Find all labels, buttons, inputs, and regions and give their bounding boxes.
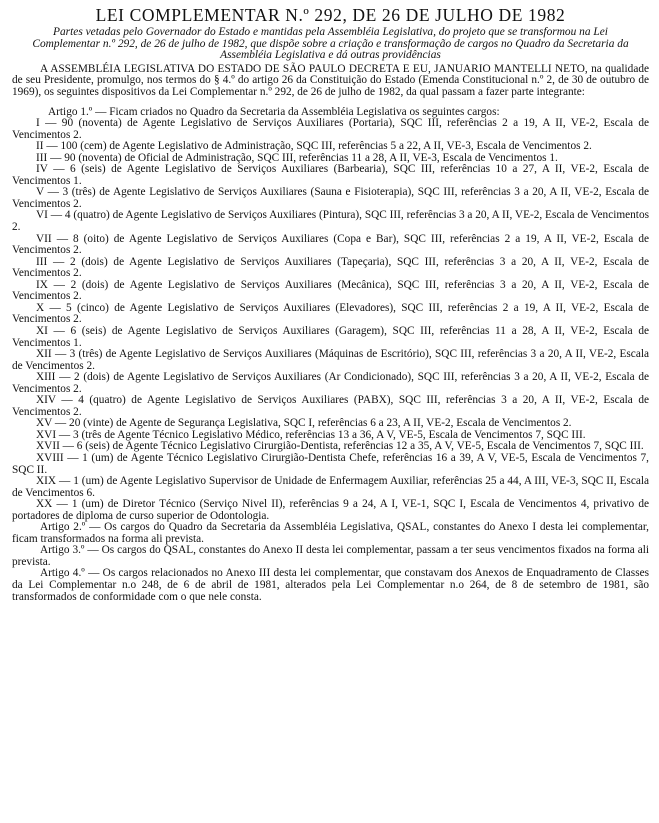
- list-item: XIX — 1 (um) de Agente Legislativo Supervisor de Unidade de Enfermagem Auxiliar, referências 25 a 44, A III, VE-3, SQC II, Escala de Vencimentos 6.: [12, 475, 649, 499]
- list-item: XVI — 3 (três de Agente Técnico Legislativo Médico, referências 13 a 36, A V, VE-5, Escala de Vencimentos 7, SQC III.: [36, 428, 586, 441]
- list-item: XIV — 4 (quatro) de Agente Legislativo de Serviços Auxiliares (PABX), SQC III, referências 3 a 20, A II, VE-2, Escala de Vencimentos 2.: [12, 394, 649, 418]
- list-item: VI — 4 (quatro) de Agente Legislativo de Serviços Auxiliares (Pintura), SQC III, referências 3 a 20, A II, VE-2, Escala de Vencimentos 2.: [12, 209, 649, 234]
- page-title: LEI COMPLEMENTAR N.º 292, DE 26 DE JULHO DE 1982: [95, 5, 566, 25]
- list-item: V — 3 (três) de Agente Legislativo de Serviços Auxiliares (Sauna e Fisioterapia), SQC III, referências 3 a 20, A II, VE-2, Escala de Vencimentos 2.: [12, 186, 649, 210]
- list-item: IX — 2 (dois) de Agente Legislativo de Serviços Auxiliares (Mecânica), SQC III, referências 3 a 20, A II, VE-2, Escala de Vencimentos 2.: [12, 278, 649, 303]
- article-1-intro: Artigo 1.º — Ficam criados no Quadro da Secretaria da Assembléia Legislativa os seguintes cargos:: [48, 105, 500, 118]
- list-item: III — 90 (noventa) de Oficial de Administração, SQC III, referências 11 a 28, A II, VE-3, Escala de Vencimentos 1.: [36, 151, 558, 164]
- list-item: XII — 3 (três) de Agente Legislativo de Serviços Auxiliares (Máquinas de Escritório), SQC III, referências 3 a 20, A II, VE-2, Escala de Vencimentos 2.: [12, 348, 649, 372]
- list-item: II — 100 (cem) de Agente Legislativo de Administração, SQC III, referências 5 a 22, A II, VE-3, Escala de Vencimentos 2.: [36, 140, 592, 153]
- list-item: XVIII — 1 (um) de Agente Técnico Legislativo Cirurgião-Dentista Chefe, referências 16 a 39, A V, VE-5, Escala de Vencimentos 7, SQC II.: [12, 451, 649, 476]
- list-item: VII — 8 (oito) de Agente Legislativo de Serviços Auxiliares (Copa e Bar), SQC III, referências 2 a 19, A II, VE-2, Escala de Vencimentos 2.: [12, 232, 649, 257]
- decree-paragraph: A ASSEMBLÉIA LEGISLATIVA DO ESTADO DE SÃO PAULO DECRETA E EU, JANUARIO MANTELLI NETO, na qualidade de seu Presidente, promulgo, nos termos do § 4.º do artigo 26 da Constituição do Estado (Emenda Constitucional n.º 2, de 30 de outubro de 1969), os seguintes dispositivos da Lei Complementar n.º 292, de 26 de julho de 1982, da qual passam a fazer parte integrante:: [12, 62, 649, 98]
- list-item: XV — 20 (vinte) de Agente de Segurança Legislativa, SQC I, referências 6 a 23, A II, VE-2, Escala de Vencimentos 2.: [36, 417, 572, 430]
- article-2: Artigo 2.º — Os cargos do Quadro da Secretaria da Assembléia Legislativa, QSAL, constantes do Anexo I desta lei complementar, ficam transformados na forma ali prevista.: [12, 521, 649, 545]
- article-4: Artigo 4.º — Os cargos relacionados no Anexo III desta lei complementar, que constavam dos Anexos de Enquadramento de Classes da Lei Complementar n.o 248, de 6 de abril de 1981, alterados pela Lei Complementar n.o 264, de 8 de setembro de 1981, são transformados de conformidade com o que nele consta.: [12, 567, 649, 603]
- article-3: Artigo 3.º — Os cargos do QSAL, constantes do Anexo II desta lei complementar, passam a ter seus vencimentos fixados na forma ali prevista.: [12, 544, 649, 568]
- list-item: XVII — 6 (seis) de Agente Técnico Legislativo Cirurgião-Dentista, referências 12 a 35, A V, VE-5, Escala de Vencimentos 7, SQC III.: [36, 440, 644, 453]
- subtitle: Partes vetadas pelo Governador do Estado e mantidas pela Assembléia Legislativa, do projeto que se transformou na Lei Complementar n.º 292, de 26 de julho de 1982, que dispõe sobre a criação e transformação de cargos no Quadro da Secretaria da Assembléia Legislativa e dá outras providências: [32, 26, 629, 62]
- list-item: XX — 1 (um) de Diretor Técnico (Serviço Nivel II), referências 9 a 24, A I, VE-1, SQC I, Escala de Vencimentos 4, privativo de portadores de diploma de curso superior de Odontologia.: [12, 498, 649, 522]
- article-1-items: [12, 118, 649, 522]
- list-item: IV — 6 (seis) de Agente Legislativo de Serviços Auxiliares (Barbearia), SQC III, referências 10 a 27, A II, VE-2, Escala de Vencimentos 1.: [12, 163, 649, 187]
- list-item: I — 90 (noventa) de Agente Legislativo de Serviços Auxiliares (Portaria), SQC III, referências 2 a 19, A II, VE-2, Escala de Vencimentos 2.: [12, 117, 649, 141]
- list-item: XI — 6 (seis) de Agente Legislativo de Serviços Auxiliares (Garagem), SQC III, referências 11 a 28, A II, VE-2, Escala de Vencimentos 1.: [12, 324, 649, 349]
- list-item: X — 5 (cinco) de Agente Legislativo de Serviços Auxiliares (Elevadores), SQC III, referências 2 a 19, A II, VE-2, Escala de Vencimentos 2.: [12, 301, 649, 326]
- list-item: III — 2 (dois) de Agente Legislativo de Serviços Auxiliares (Tapeçaria), SQC III, referências 3 a 20, A II, VE-2, Escala de Vencimentos 2.: [12, 255, 649, 280]
- list-item: XIII — 2 (dois) de Agente Legislativo de Serviços Auxiliares (Ar Condicionado), SQC III, referências 3 a 20, A II, VE-2, Escala de Vencimentos 2.: [12, 371, 649, 395]
